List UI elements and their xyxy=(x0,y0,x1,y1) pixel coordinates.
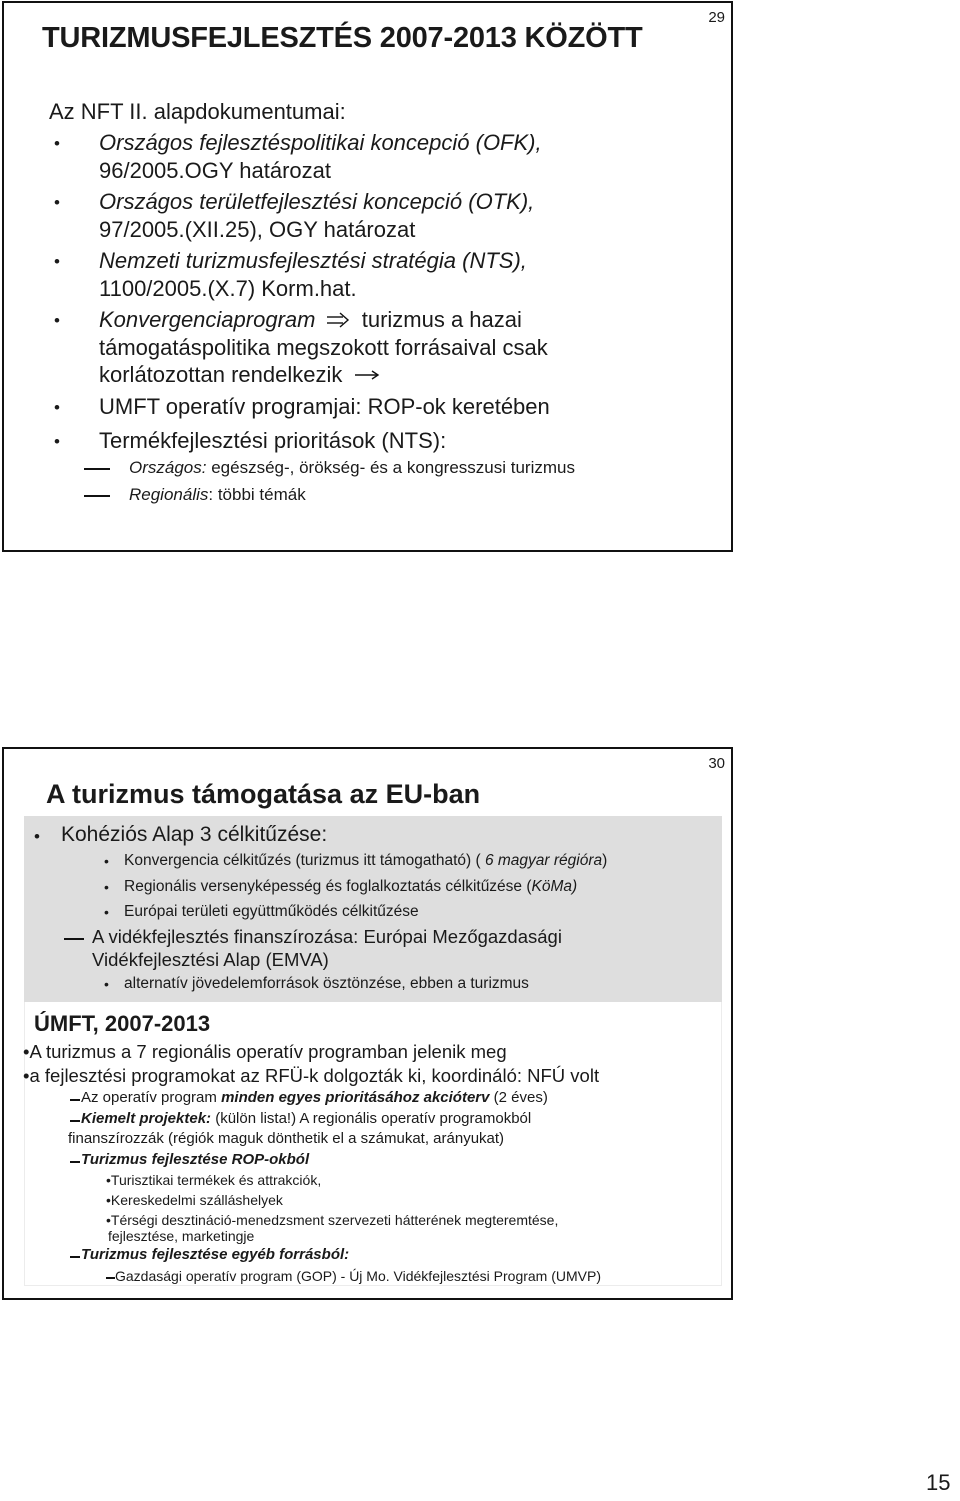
dash-icon xyxy=(84,495,110,497)
bullet-konvergencia-line3: korlátozottan rendelkezik xyxy=(99,362,380,388)
dash-icon xyxy=(64,938,84,940)
emva-line2: Vidékfejlesztési Alap (EMVA) xyxy=(92,949,329,970)
rop-item-1: •Turisztikai termékek és attrakciók, xyxy=(106,1172,322,1188)
bullet-konvergencia-line2: támogatáspolitika megszokott forrásaival csak xyxy=(99,335,548,360)
umft-heading: ÚMFT, 2007-2013 xyxy=(34,1011,211,1036)
rop-item-2: •Kereskedelmi szálláshelyek xyxy=(106,1192,283,1208)
bullet-konvergencia-line1: Konvergenciaprogram turizmus a hazai xyxy=(99,307,522,332)
kiemelt-projektek-line2: finanszírozzák (régiók maguk dönthetik el a számukat, arányukat) xyxy=(68,1130,505,1147)
emva-line1: A vidékfejlesztés finanszírozása: Európai Mezőgazdasági xyxy=(92,926,562,947)
bullet-ofk-line1: Országos fejlesztéspolitikai koncepció (OFK), xyxy=(99,130,542,155)
slide-30 xyxy=(2,747,733,1300)
bullet-icon: • xyxy=(54,193,60,212)
target-konvergencia: Konvergencia célkitűzés (turizmus itt támogatható) ( 6 magyar régióra) xyxy=(124,852,608,869)
dash-icon xyxy=(106,1277,115,1279)
bullet-icon: • xyxy=(54,398,60,417)
rop-item-3-line2: fejlesztése, marketingje xyxy=(108,1228,255,1244)
dash-icon xyxy=(70,1099,80,1101)
bullet-otk-line1: Országos területfejlesztési koncepció (OTK), xyxy=(99,189,535,214)
double-arrow-icon xyxy=(326,312,352,328)
umft-item-2: •a fejlesztési programokat az RFÜ-k dolgozták ki, koordináló: NFÚ volt xyxy=(23,1065,600,1086)
slide-29 xyxy=(2,1,733,552)
egyeb-forras-item: Gazdasági operatív program (GOP) - Új Mo. Vidékfejlesztési Program (UMVP) xyxy=(115,1268,602,1284)
target-versenykepesseg: Regionális versenyképesség és foglalkoztatás célkitűzése (KöMa) xyxy=(124,878,578,895)
slide-number: 30 xyxy=(708,755,725,772)
sub-orszagos: Országos: egészség-, örökség- és a kongresszusi turizmus xyxy=(129,458,575,477)
bullet-nts-line2: 1100/2005.(X.7) Korm.hat. xyxy=(99,276,357,301)
bullet-icon: • xyxy=(54,252,60,271)
slide-title: TURIZMUSFEJLESZTÉS 2007-2013 KÖZÖTT xyxy=(42,22,643,54)
rop-heading: Turizmus fejlesztése ROP-okból xyxy=(81,1151,310,1168)
bullet-icon: • xyxy=(104,853,109,869)
bullet-ofk-line2: 96/2005.OGY határozat xyxy=(99,158,331,183)
arrow-right-icon xyxy=(354,369,380,381)
sub-regionalis: Regionális: többi témák xyxy=(129,485,306,504)
intro-text: Az NFT II. alapdokumentumai: xyxy=(49,99,346,124)
bullet-icon: • xyxy=(34,827,40,846)
bullet-icon: • xyxy=(54,311,60,330)
bullet-nts-line1: Nemzeti turizmusfejlesztési stratégia (NTS), xyxy=(99,248,527,273)
egyeb-forras-heading: Turizmus fejlesztése egyéb forrásból: xyxy=(81,1246,350,1263)
bullet-icon: • xyxy=(104,976,109,992)
bullet-termekfejlesztes: Termékfejlesztési prioritások (NTS): xyxy=(99,428,447,453)
dash-icon xyxy=(70,1256,80,1258)
page-number: 15 xyxy=(926,1470,951,1495)
bullet-umft: UMFT operatív programjai: ROP-ok keretében xyxy=(99,394,550,419)
alternativ-jovedelem: alternatív jövedelemforrások ösztönzése, ebben a turizmus xyxy=(124,975,529,992)
bullet-icon: • xyxy=(54,134,60,153)
rop-item-3-line1: •Térségi desztináció-menedzsment szervezeti hátterének megteremtése, xyxy=(106,1212,559,1228)
bullet-icon: • xyxy=(104,904,109,920)
bullet-otk-line2: 97/2005.(XII.25), OGY határozat xyxy=(99,217,416,242)
dash-icon xyxy=(70,1161,80,1163)
umft-item-1: •A turizmus a 7 regionális operatív programban jelenik meg xyxy=(23,1041,507,1062)
slide-number: 29 xyxy=(708,9,725,26)
bullet-icon: • xyxy=(54,432,60,451)
dash-icon xyxy=(84,468,110,470)
slide-title: A turizmus támogatása az EU-ban xyxy=(46,779,481,809)
target-egyuttmukodes: Európai területi együttműködés célkitűzése xyxy=(124,903,419,920)
bullet-icon: • xyxy=(104,879,109,895)
dash-icon xyxy=(70,1120,80,1122)
kiemelt-projektek-line1: Kiemelt projektek: (külön lista!) A regionális operatív programokból xyxy=(81,1110,532,1127)
kohezio-heading: Kohéziós Alap 3 célkitűzése: xyxy=(61,823,328,846)
akcioterv-line: Az operatív program minden egyes prioritásához akcióterv (2 éves) xyxy=(81,1089,548,1106)
